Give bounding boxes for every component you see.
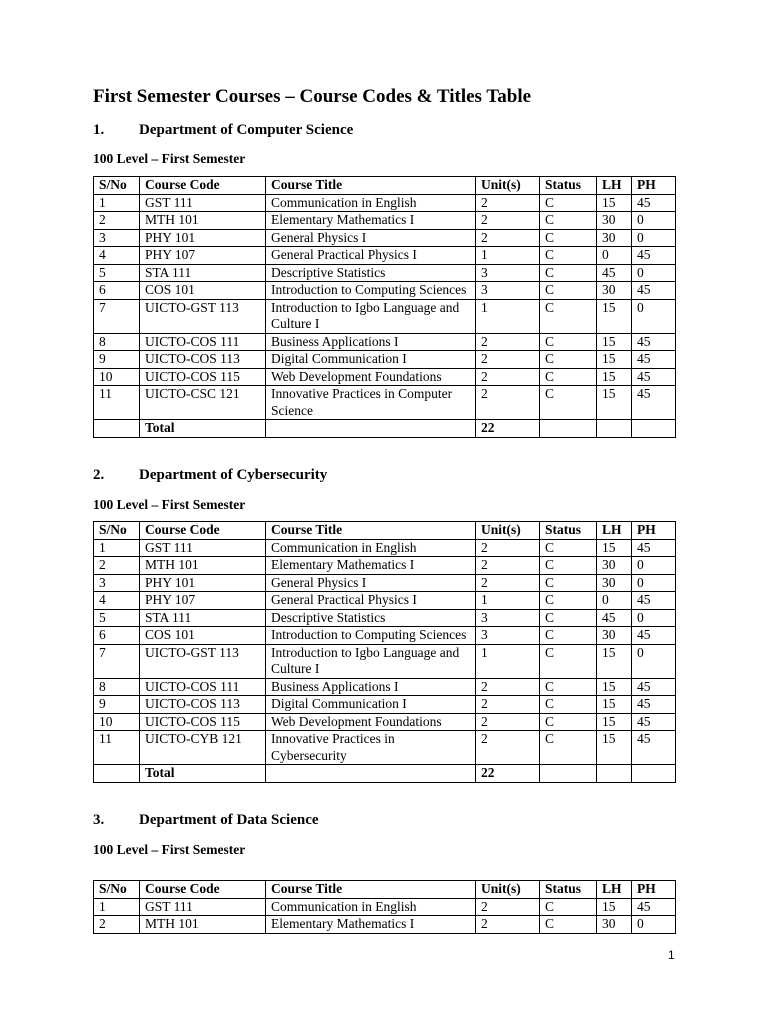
table-row [94,333,676,351]
cell-units: 2 [476,557,540,575]
total-label: Total [140,420,266,438]
cell-course-code: UICTO-GST 113 [140,644,266,678]
table-header-row [94,177,676,195]
cell-status: C [540,282,597,300]
cell-course-code: MTH 101 [140,916,266,934]
cell-course-title: Introduction to Igbo Language and Culture I [266,299,476,333]
table-row [94,264,676,282]
page-number: 1 [668,948,675,962]
course-table [93,521,676,783]
cell-status: C [540,264,597,282]
table-row [94,696,676,714]
empty-cell [266,420,476,438]
cell-course-title: Introduction to Igbo Language and Culture I [266,644,476,678]
cell-status: C [540,731,597,765]
header-units: Unit(s) [476,881,540,899]
cell-units: 2 [476,229,540,247]
table-row [94,627,676,645]
cell-units: 2 [476,898,540,916]
cell-sno: 10 [94,368,140,386]
table-row [94,557,676,575]
header-units: Unit(s) [476,177,540,195]
cell-lh: 30 [597,574,632,592]
cell-course-code: PHY 101 [140,574,266,592]
cell-lh: 15 [597,713,632,731]
cell-units: 2 [476,194,540,212]
cell-ph: 0 [632,212,676,230]
cell-course-title: Digital Communication I [266,351,476,369]
cell-lh: 15 [597,386,632,420]
cell-course-title: Web Development Foundations [266,713,476,731]
cell-ph: 0 [632,644,676,678]
cell-ph: 45 [632,627,676,645]
cell-lh: 45 [597,264,632,282]
header-sno: S/No [94,881,140,899]
cell-course-code: UICTO-COS 111 [140,333,266,351]
cell-course-code: UICTO-COS 113 [140,351,266,369]
cell-sno: 7 [94,644,140,678]
cell-lh: 15 [597,696,632,714]
cell-status: C [540,696,597,714]
cell-course-code: UICTO-COS 115 [140,713,266,731]
cell-units: 3 [476,264,540,282]
cell-course-code: PHY 101 [140,229,266,247]
cell-course-code: GST 111 [140,898,266,916]
cell-sno: 9 [94,696,140,714]
cell-course-code: UICTO-GST 113 [140,299,266,333]
cell-course-code: UICTO-COS 111 [140,678,266,696]
empty-cell [94,420,140,438]
cell-units: 1 [476,299,540,333]
cell-units: 1 [476,644,540,678]
cell-course-code: COS 101 [140,282,266,300]
cell-course-title: General Practical Physics I [266,592,476,610]
cell-units: 2 [476,212,540,230]
cell-status: C [540,574,597,592]
cell-sno: 4 [94,592,140,610]
cell-sno: 9 [94,351,140,369]
course-table [93,176,676,438]
cell-ph: 45 [632,678,676,696]
header-ph: PH [632,177,676,195]
empty-cell [597,420,632,438]
cell-units: 2 [476,696,540,714]
cell-lh: 30 [597,916,632,934]
cell-sno: 2 [94,557,140,575]
total-row [94,420,676,438]
cell-status: C [540,539,597,557]
department-name: Department of Data Science [139,812,319,828]
table-row [94,247,676,265]
cell-units: 2 [476,678,540,696]
cell-lh: 15 [597,351,632,369]
cell-units: 2 [476,333,540,351]
cell-course-code: UICTO-CSC 121 [140,386,266,420]
table-row [94,731,676,765]
level-heading: 100 Level – First Semester [93,842,246,857]
cell-status: C [540,229,597,247]
cell-ph: 0 [632,229,676,247]
table-row [94,916,676,934]
table-header-row [94,881,676,899]
table-row [94,574,676,592]
cell-course-code: STA 111 [140,264,266,282]
cell-ph: 45 [632,333,676,351]
header-course-code: Course Code [140,881,266,899]
table-header-row [94,522,676,540]
cell-status: C [540,386,597,420]
cell-lh: 15 [597,299,632,333]
cell-course-title: Descriptive Statistics [266,264,476,282]
header-status: Status [540,177,597,195]
cell-sno: 7 [94,299,140,333]
cell-course-title: General Physics I [266,574,476,592]
cell-lh: 15 [597,898,632,916]
cell-sno: 8 [94,333,140,351]
cell-status: C [540,351,597,369]
empty-cell [632,420,676,438]
cell-units: 2 [476,386,540,420]
cell-lh: 30 [597,212,632,230]
cell-sno: 3 [94,229,140,247]
cell-ph: 45 [632,386,676,420]
cell-course-code: UICTO-COS 115 [140,368,266,386]
cell-course-title: Innovative Practices in Cybersecurity [266,731,476,765]
cell-sno: 2 [94,916,140,934]
cell-sno: 8 [94,678,140,696]
cell-ph: 0 [632,609,676,627]
cell-ph: 0 [632,574,676,592]
cell-status: C [540,194,597,212]
table-row [94,644,676,678]
table-row [94,212,676,230]
header-course-title: Course Title [266,177,476,195]
cell-lh: 30 [597,627,632,645]
cell-sno: 5 [94,264,140,282]
cell-ph: 45 [632,731,676,765]
cell-course-title: Introduction to Computing Sciences [266,282,476,300]
header-lh: LH [597,881,632,899]
cell-ph: 45 [632,696,676,714]
cell-course-title: Introduction to Computing Sciences [266,627,476,645]
cell-lh: 15 [597,194,632,212]
cell-course-code: STA 111 [140,609,266,627]
cell-units: 2 [476,368,540,386]
cell-course-code: COS 101 [140,627,266,645]
total-units: 22 [476,765,540,783]
cell-ph: 0 [632,557,676,575]
table-row [94,592,676,610]
cell-status: C [540,557,597,575]
cell-course-title: Web Development Foundations [266,368,476,386]
header-course-code: Course Code [140,177,266,195]
cell-status: C [540,333,597,351]
header-status: Status [540,881,597,899]
cell-course-code: UICTO-CYB 121 [140,731,266,765]
cell-units: 2 [476,916,540,934]
section-number: 3. [93,812,105,828]
table-row [94,539,676,557]
cell-status: C [540,247,597,265]
header-sno: S/No [94,522,140,540]
course-table [93,880,676,934]
cell-ph: 45 [632,713,676,731]
cell-lh: 15 [597,731,632,765]
cell-units: 2 [476,351,540,369]
cell-course-title: Digital Communication I [266,696,476,714]
cell-status: C [540,678,597,696]
table-row [94,678,676,696]
cell-ph: 45 [632,592,676,610]
header-lh: LH [597,177,632,195]
header-sno: S/No [94,177,140,195]
cell-course-title: Communication in English [266,539,476,557]
cell-sno: 5 [94,609,140,627]
cell-course-title: General Practical Physics I [266,247,476,265]
empty-cell [540,765,597,783]
cell-ph: 0 [632,264,676,282]
cell-lh: 15 [597,644,632,678]
cell-ph: 45 [632,351,676,369]
cell-units: 2 [476,539,540,557]
cell-sno: 11 [94,386,140,420]
cell-sno: 6 [94,627,140,645]
table-row [94,386,676,420]
cell-course-code: MTH 101 [140,212,266,230]
cell-ph: 45 [632,898,676,916]
cell-course-code: MTH 101 [140,557,266,575]
cell-ph: 45 [632,247,676,265]
cell-course-title: Communication in English [266,898,476,916]
section-number: 2. [93,467,105,483]
cell-status: C [540,898,597,916]
cell-sno: 10 [94,713,140,731]
empty-cell [597,765,632,783]
cell-lh: 30 [597,557,632,575]
table-row [94,194,676,212]
cell-lh: 0 [597,592,632,610]
table-row [94,351,676,369]
cell-sno: 6 [94,282,140,300]
cell-course-code: GST 111 [140,539,266,557]
cell-sno: 2 [94,212,140,230]
cell-status: C [540,299,597,333]
cell-ph: 45 [632,282,676,300]
cell-ph: 0 [632,299,676,333]
department-heading [93,467,327,484]
header-course-title: Course Title [266,881,476,899]
cell-sno: 4 [94,247,140,265]
cell-status: C [540,916,597,934]
cell-course-title: Business Applications I [266,678,476,696]
table-row [94,282,676,300]
level-heading: 100 Level – First Semester [93,497,246,512]
cell-course-title: Elementary Mathematics I [266,212,476,230]
department-name: Department of Cybersecurity [139,467,328,483]
header-units: Unit(s) [476,522,540,540]
cell-units: 1 [476,592,540,610]
total-units: 22 [476,420,540,438]
cell-units: 3 [476,282,540,300]
cell-course-title: Elementary Mathematics I [266,557,476,575]
department-name: Department of Computer Science [139,122,354,138]
cell-lh: 45 [597,609,632,627]
empty-cell [540,420,597,438]
header-status: Status [540,522,597,540]
header-lh: LH [597,522,632,540]
empty-cell [94,765,140,783]
cell-sno: 1 [94,194,140,212]
department-heading [93,812,319,829]
cell-status: C [540,368,597,386]
cell-course-title: Innovative Practices in Computer Science [266,386,476,420]
total-row [94,765,676,783]
header-course-code: Course Code [140,522,266,540]
cell-units: 3 [476,609,540,627]
section-number: 1. [93,122,105,138]
table-row [94,898,676,916]
cell-course-title: General Physics I [266,229,476,247]
cell-course-title: Descriptive Statistics [266,609,476,627]
header-ph: PH [632,881,676,899]
cell-status: C [540,609,597,627]
cell-lh: 15 [597,368,632,386]
cell-lh: 15 [597,678,632,696]
table-row [94,368,676,386]
cell-lh: 15 [597,333,632,351]
cell-lh: 15 [597,539,632,557]
cell-course-title: Elementary Mathematics I [266,916,476,934]
cell-units: 1 [476,247,540,265]
cell-lh: 30 [597,229,632,247]
cell-course-title: Communication in English [266,194,476,212]
cell-units: 2 [476,731,540,765]
cell-units: 2 [476,574,540,592]
document-title: First Semester Courses – Course Codes & Titles Table [93,86,532,107]
cell-sno: 11 [94,731,140,765]
cell-units: 3 [476,627,540,645]
cell-status: C [540,212,597,230]
cell-status: C [540,627,597,645]
cell-ph: 0 [632,916,676,934]
cell-lh: 30 [597,282,632,300]
header-course-title: Course Title [266,522,476,540]
cell-ph: 45 [632,368,676,386]
empty-cell [632,765,676,783]
cell-sno: 1 [94,898,140,916]
cell-course-code: PHY 107 [140,247,266,265]
cell-status: C [540,713,597,731]
cell-sno: 1 [94,539,140,557]
table-row [94,229,676,247]
cell-course-title: Business Applications I [266,333,476,351]
table-row [94,609,676,627]
empty-cell [266,765,476,783]
table-row [94,713,676,731]
level-heading: 100 Level – First Semester [93,151,246,166]
total-label: Total [140,765,266,783]
header-ph: PH [632,522,676,540]
cell-status: C [540,592,597,610]
cell-lh: 0 [597,247,632,265]
department-heading [93,122,353,139]
cell-course-code: UICTO-COS 113 [140,696,266,714]
cell-units: 2 [476,713,540,731]
cell-course-code: PHY 107 [140,592,266,610]
cell-ph: 45 [632,539,676,557]
cell-ph: 45 [632,194,676,212]
cell-course-code: GST 111 [140,194,266,212]
cell-sno: 3 [94,574,140,592]
cell-status: C [540,644,597,678]
table-row [94,299,676,333]
